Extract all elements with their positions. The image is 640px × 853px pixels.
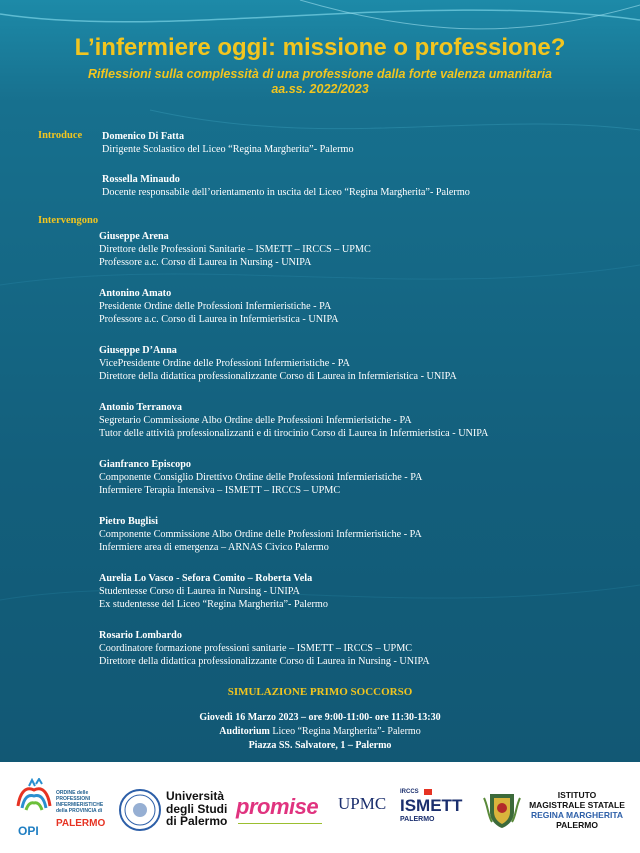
speaker-block: [102, 173, 632, 199]
speaker-role: Componente Consiglio Direttivo Ordine delle Professioni Infermieristiche - PA: [99, 472, 423, 483]
speaker-name: Giuseppe Arena: [99, 231, 169, 242]
opi-line: ORDINE delle: [56, 790, 89, 796]
ismett-city: PALERMO: [400, 816, 435, 823]
speaker-role: Infermiere area di emergenza – ARNAS Civico Palermo: [99, 542, 329, 553]
liceo-logo: [482, 762, 634, 853]
promise-underline: [238, 823, 322, 824]
flag-icon: [424, 789, 432, 795]
subtitle-line: Riflessioni sulla complessità di una professione dalla forte valenza umanitaria: [87, 67, 553, 81]
opi-city: PALERMO: [56, 818, 106, 829]
speaker-name: Rosario Lombardo: [99, 630, 182, 641]
speaker-block: [99, 629, 629, 668]
opi-emblem-icon: [12, 778, 56, 822]
speaker-name: Pietro Buglisi: [99, 516, 158, 527]
speaker-role: Direttore della didattica professionalizzante Corso di Laurea in Infermieristica - UNIPA: [99, 371, 457, 382]
speaker-role: Ex studentesse del Liceo “Regina Margherita”- Palermo: [99, 599, 328, 610]
speaker-role: Componente Commissione Albo Ordine delle Professioni Infermieristiche - PA: [99, 529, 422, 540]
ismett-wordmark: ISMETT: [400, 796, 463, 815]
poster-title: L’infermiere oggi: missione o professione?: [74, 34, 566, 61]
venue-label: Auditorium: [219, 726, 270, 737]
speaker-block: [99, 515, 629, 554]
opi-line: PROFESSIONI: [56, 796, 91, 802]
speaker-block: [99, 344, 629, 383]
opi-line: della PROVINCIA di: [56, 808, 103, 814]
venue-text: Liceo “Regina Margherita”- Palermo: [269, 726, 421, 737]
event-venue: [0, 726, 640, 737]
speaker-name: Giuseppe D’Anna: [99, 345, 177, 356]
unipa-line: di Palermo: [166, 814, 228, 828]
poster-subtitle: [0, 67, 640, 97]
liceo-crest-icon: [482, 788, 522, 830]
speaker-name: Rossella Minaudo: [102, 174, 180, 185]
event-address: Piazza SS. Salvatore, 1 – Palermo: [248, 740, 392, 751]
unipa-name: [166, 790, 227, 828]
speaker-role: Direttore delle Professioni Sanitarie – ISMETT – IRCCS – UPMC: [99, 244, 371, 255]
speaker-role: Coordinatore formazione professioni sanitarie – ISMETT – IRCCS – UPMC: [99, 643, 413, 654]
upmc-logo: [334, 762, 396, 853]
liceo-line: ISTITUTO: [557, 790, 597, 800]
liceo-text: [526, 790, 628, 830]
promise-logo: [232, 762, 328, 853]
upmc-wordmark: UPMC: [338, 794, 387, 813]
school-year: aa.ss. 2022/2023: [271, 82, 369, 96]
unipa-line: Università: [166, 789, 225, 803]
promise-wordmark: promise: [236, 794, 319, 819]
speaker-role: Professore a.c. Corso di Laurea in Nursing - UNIPA: [99, 257, 312, 268]
speaker-block: [99, 458, 629, 497]
speaker-role: VicePresidente Ordine delle Professioni Infermieristiche - PA: [99, 358, 350, 369]
event-date: Giovedì 16 Marzo 2023 – ore 9:00-11:00- ore 11:30-13:30: [199, 712, 441, 723]
unipa-logo: [116, 762, 228, 853]
speaker-role: Infermiere Terapia Intensiva – ISMETT – IRCCS – UPMC: [99, 485, 341, 496]
speaker-role: Tutor delle attività professionalizzanti e di tirocinio Corso di Laurea in Infermieristica - UNIPA: [99, 428, 489, 439]
logo-footer: [0, 762, 640, 853]
speaker-block: [99, 230, 629, 269]
speaker-role: Professore a.c. Corso di Laurea in Infermieristica - UNIPA: [99, 314, 339, 325]
speaker-block: [99, 287, 629, 326]
speaker-role: Segretario Commissione Albo Ordine delle Professioni Infermieristiche - PA: [99, 415, 412, 426]
speaker-role: Presidente Ordine delle Professioni Infermieristiche - PA: [99, 301, 332, 312]
introduce-label: Introduce: [38, 130, 83, 141]
opi-acronym: OPI: [18, 824, 39, 838]
speaker-block: [99, 572, 629, 611]
unipa-line: degli Studi: [166, 801, 228, 816]
speaker-name: Antonio Terranova: [99, 402, 182, 413]
intervengono-label: Intervengono: [38, 215, 99, 226]
speaker-name: Domenico Di Fatta: [102, 131, 185, 142]
opi-logo: [10, 762, 115, 853]
unipa-seal-icon: [118, 788, 162, 832]
speaker-role: Direttore della didattica professionalizzante Corso di Laurea in Nursing - UNIPA: [99, 656, 430, 667]
speaker-name: Antonino Amato: [99, 288, 172, 299]
speaker-block: [99, 401, 629, 440]
speaker-name: Gianfranco Episcopo: [99, 459, 191, 470]
ismett-small: IRCCS: [400, 789, 419, 795]
speaker-name: Aurelia Lo Vasco - Sefora Comito – Roberta Vela: [99, 573, 313, 584]
simulation-heading: SIMULAZIONE PRIMO SOCCORSO: [227, 686, 413, 698]
opi-text: [56, 790, 103, 814]
ismett-logo: [398, 762, 474, 853]
liceo-line: MAGISTRALE STATALE: [529, 800, 625, 810]
speaker-role: Docente responsabile dell’orientamento in uscita del Liceo “Regina Margherita”- Palermo: [102, 187, 470, 198]
speaker-role: Studentesse Corso di Laurea in Nursing - UNIPA: [99, 586, 300, 597]
speaker-block: [102, 130, 632, 156]
speaker-role: Dirigente Scolastico del Liceo “Regina Margherita”- Palermo: [102, 144, 354, 155]
opi-line: INFERMIERISTICHE: [56, 802, 104, 808]
liceo-city: PALERMO: [556, 820, 598, 830]
liceo-name: REGINA MARGHERITA: [530, 810, 624, 820]
